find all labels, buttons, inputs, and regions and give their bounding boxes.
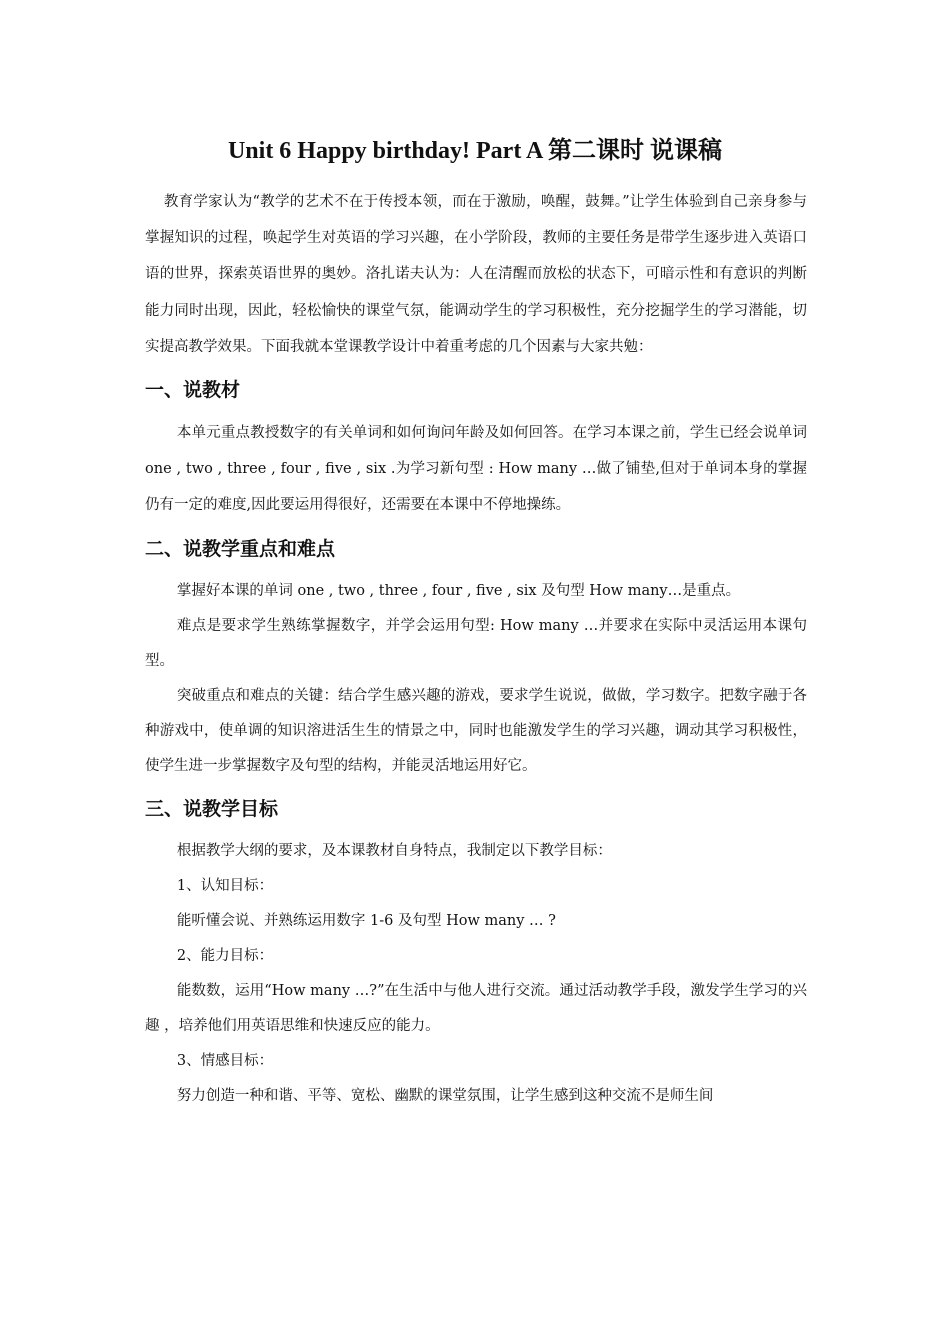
ability-objective-text: 能数数，运用“How many …?”在生活中与他人进行交流。通过活动教学手段，激发学生学习的兴趣 ，培养他们用英语思维和快速反应的能力。: [145, 982, 807, 1034]
objectives-intro: 根据教学大纲的要求，及本课教材自身特点，我制定以下教学目标：: [176, 842, 612, 859]
cognitive-objective-text: 能听懂会说、并熟练运用数字 1-6 及句型 How many … ?: [176, 912, 556, 929]
breakthrough-paragraph: 突破重点和难点的关键：结合学生感兴趣的游戏，要求学生说说，做做，学习数字。把数字融于各种游戏中，使单调的知识溶进活生生的情景之中，同时也能激发学生的学习兴趣，调动其学习积极性，使学生进一步掌握数字及句型的结构，并能灵活地运用好它。: [145, 687, 807, 774]
section-heading-textbook: 一、说教材: [145, 379, 241, 402]
cognitive-objective-label: 1、认知目标：: [176, 877, 274, 894]
section-heading-objectives: 三、说教学目标: [145, 797, 279, 820]
document-body: [145, 184, 807, 1114]
key-points-paragraph: 掌握好本课的单词 one , two , three , four , five , six 及句型 How many…是重点。: [176, 582, 741, 599]
affective-objective-text: 努力创造一种和谐、平等、宽松、幽默的课堂氛围，让学生感到这种交流不是师生间: [176, 1087, 714, 1104]
intro-paragraph: 教育学家认为“教学的艺术不在于传授本领，而在于激励，唤醒，鼓舞。”让学生体验到自己亲身参与掌握知识的过程，唤起学生对英语的学习兴趣，在小学阶段，教师的主要任务是带学生逐步进入英语口语的世界，探索英语世界的奥妙。洛扎诺夫认为：人在清醒而放松的状态下，可暗示性和有意识的判断能力同时出现，因此，轻松愉快的课堂气氛，能调动学生的学习积极性，充分挖掘学生的学习潜能，切实提高教学效果。下面我就本堂课教学设计中着重考虑的几个因素与大家共勉：: [145, 194, 807, 355]
ability-objective-label: 2、能力目标：: [176, 947, 274, 964]
document-title: Unit 6 Happy birthday! Part A 第二课时 说课稿: [227, 138, 723, 164]
section-heading-key-points: 二、说教学重点和难点: [145, 537, 336, 560]
affective-objective-label: 3、情感目标：: [176, 1052, 274, 1069]
difficulty-paragraph: 难点是要求学生熟练掌握数字，并学会运用句型: How many …并要求在实际中灵活运用本课句型。: [145, 617, 807, 669]
textbook-paragraph: 本单元重点教授数字的有关单词和如何询问年龄及如何回答。在学习本课之前，学生已经会说单词 one , two , three , four , five , six .为学习新句型 : How many …做了铺垫,但对于单词本身的掌握仍有一定的难度,因此要运用得很好，还需要在本课中不停地操练。: [145, 425, 807, 514]
